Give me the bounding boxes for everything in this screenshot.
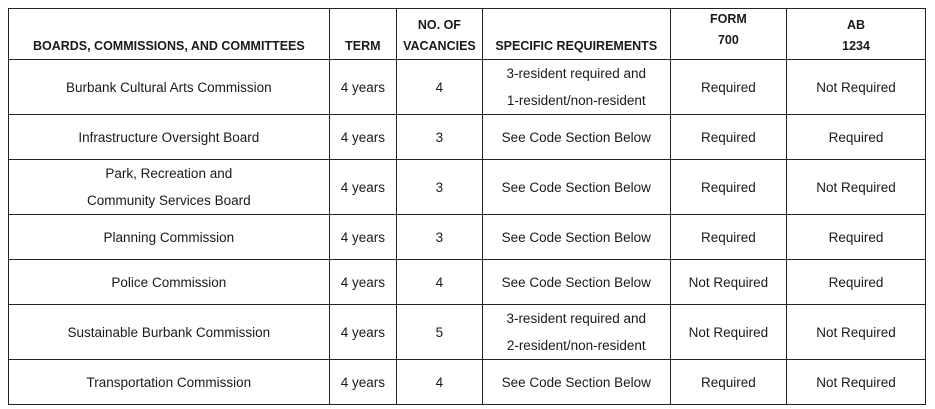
cell-term: 4 years xyxy=(329,60,396,115)
cell-requirements xyxy=(482,305,670,360)
cell-ab1234: Required xyxy=(787,115,926,160)
cell-board-name xyxy=(9,60,330,115)
header-ab1234-line: AB xyxy=(847,18,866,32)
cell-term: 4 years xyxy=(329,305,396,360)
cell-board-name-line: Park, Recreation and xyxy=(105,166,233,181)
cell-board-name-line: Planning Commission xyxy=(103,229,235,245)
cell-vacancies: 4 xyxy=(397,260,483,305)
cell-requirements-line: See Code Section Below xyxy=(501,274,651,290)
cell-board-name xyxy=(9,215,330,260)
table-row xyxy=(9,215,926,260)
cell-term: 4 years xyxy=(329,160,396,215)
cell-term: 4 years xyxy=(329,115,396,160)
header-vacancies-line: NO. OF xyxy=(417,18,461,32)
table-row xyxy=(9,60,926,115)
header-row xyxy=(9,9,926,60)
cell-board-name-line: Burbank Cultural Arts Commission xyxy=(66,79,272,95)
cell-requirements-line: 1-resident/non-resident xyxy=(506,93,646,108)
cell-form700: Required xyxy=(670,60,786,115)
cell-ab1234: Not Required xyxy=(787,305,926,360)
cell-board-name xyxy=(9,160,330,215)
cell-term: 4 years xyxy=(329,360,396,405)
table-row xyxy=(9,305,926,360)
cell-requirements-line: See Code Section Below xyxy=(501,229,651,245)
cell-form700: Not Required xyxy=(670,260,786,305)
cell-requirements-line: 3-resident required and xyxy=(506,66,647,81)
cell-requirements-line: See Code Section Below xyxy=(501,179,651,195)
table-row xyxy=(9,260,926,305)
cell-board-name xyxy=(9,360,330,405)
cell-vacancies: 3 xyxy=(397,115,483,160)
cell-requirements xyxy=(482,260,670,305)
cell-requirements-line: See Code Section Below xyxy=(501,374,651,390)
header-ab1234 xyxy=(787,9,926,60)
cell-form700: Required xyxy=(670,115,786,160)
cell-term: 4 years xyxy=(329,260,396,305)
cell-board-name-line: Sustainable Burbank Commission xyxy=(67,324,271,340)
header-form700-line: 700 xyxy=(717,33,739,47)
cell-vacancies: 3 xyxy=(397,215,483,260)
cell-board-name xyxy=(9,260,330,305)
header-form700 xyxy=(670,9,786,60)
header-name: BOARDS, COMMISSIONS, AND COMMITTEES xyxy=(9,9,330,60)
cell-requirements xyxy=(482,160,670,215)
header-vacancies-line: VACANCIES xyxy=(403,39,476,53)
cell-requirements xyxy=(482,60,670,115)
cell-board-name-line: Infrastructure Oversight Board xyxy=(78,129,260,145)
cell-form700: Required xyxy=(670,360,786,405)
table-body xyxy=(9,60,926,405)
table-row xyxy=(9,160,926,215)
cell-form700: Not Required xyxy=(670,305,786,360)
cell-requirements xyxy=(482,215,670,260)
cell-requirements xyxy=(482,115,670,160)
cell-board-name xyxy=(9,305,330,360)
cell-board-name xyxy=(9,115,330,160)
header-form700-line: FORM xyxy=(709,12,747,26)
header-requirements: SPECIFIC REQUIREMENTS xyxy=(482,9,670,60)
cell-ab1234: Required xyxy=(787,260,926,305)
cell-form700: Required xyxy=(670,160,786,215)
cell-term: 4 years xyxy=(329,215,396,260)
cell-board-name-line: Community Services Board xyxy=(87,193,251,208)
cell-requirements xyxy=(482,360,670,405)
cell-requirements-line: See Code Section Below xyxy=(501,129,651,145)
header-term: TERM xyxy=(329,9,396,60)
boards-commissions-table xyxy=(8,8,926,405)
cell-vacancies: 5 xyxy=(397,305,483,360)
cell-ab1234: Required xyxy=(787,215,926,260)
table-row xyxy=(9,115,926,160)
cell-ab1234: Not Required xyxy=(787,60,926,115)
cell-vacancies: 3 xyxy=(397,160,483,215)
cell-vacancies: 4 xyxy=(397,360,483,405)
cell-board-name-line: Transportation Commission xyxy=(86,374,252,390)
cell-form700: Required xyxy=(670,215,786,260)
header-vacancies xyxy=(397,9,483,60)
cell-requirements-line: 3-resident required and xyxy=(506,311,647,326)
cell-vacancies: 4 xyxy=(397,60,483,115)
cell-ab1234: Not Required xyxy=(787,160,926,215)
header-ab1234-line: 1234 xyxy=(842,39,870,53)
table-row xyxy=(9,360,926,405)
cell-board-name-line: Police Commission xyxy=(111,274,227,290)
cell-requirements-line: 2-resident/non-resident xyxy=(506,338,646,353)
cell-ab1234: Not Required xyxy=(787,360,926,405)
